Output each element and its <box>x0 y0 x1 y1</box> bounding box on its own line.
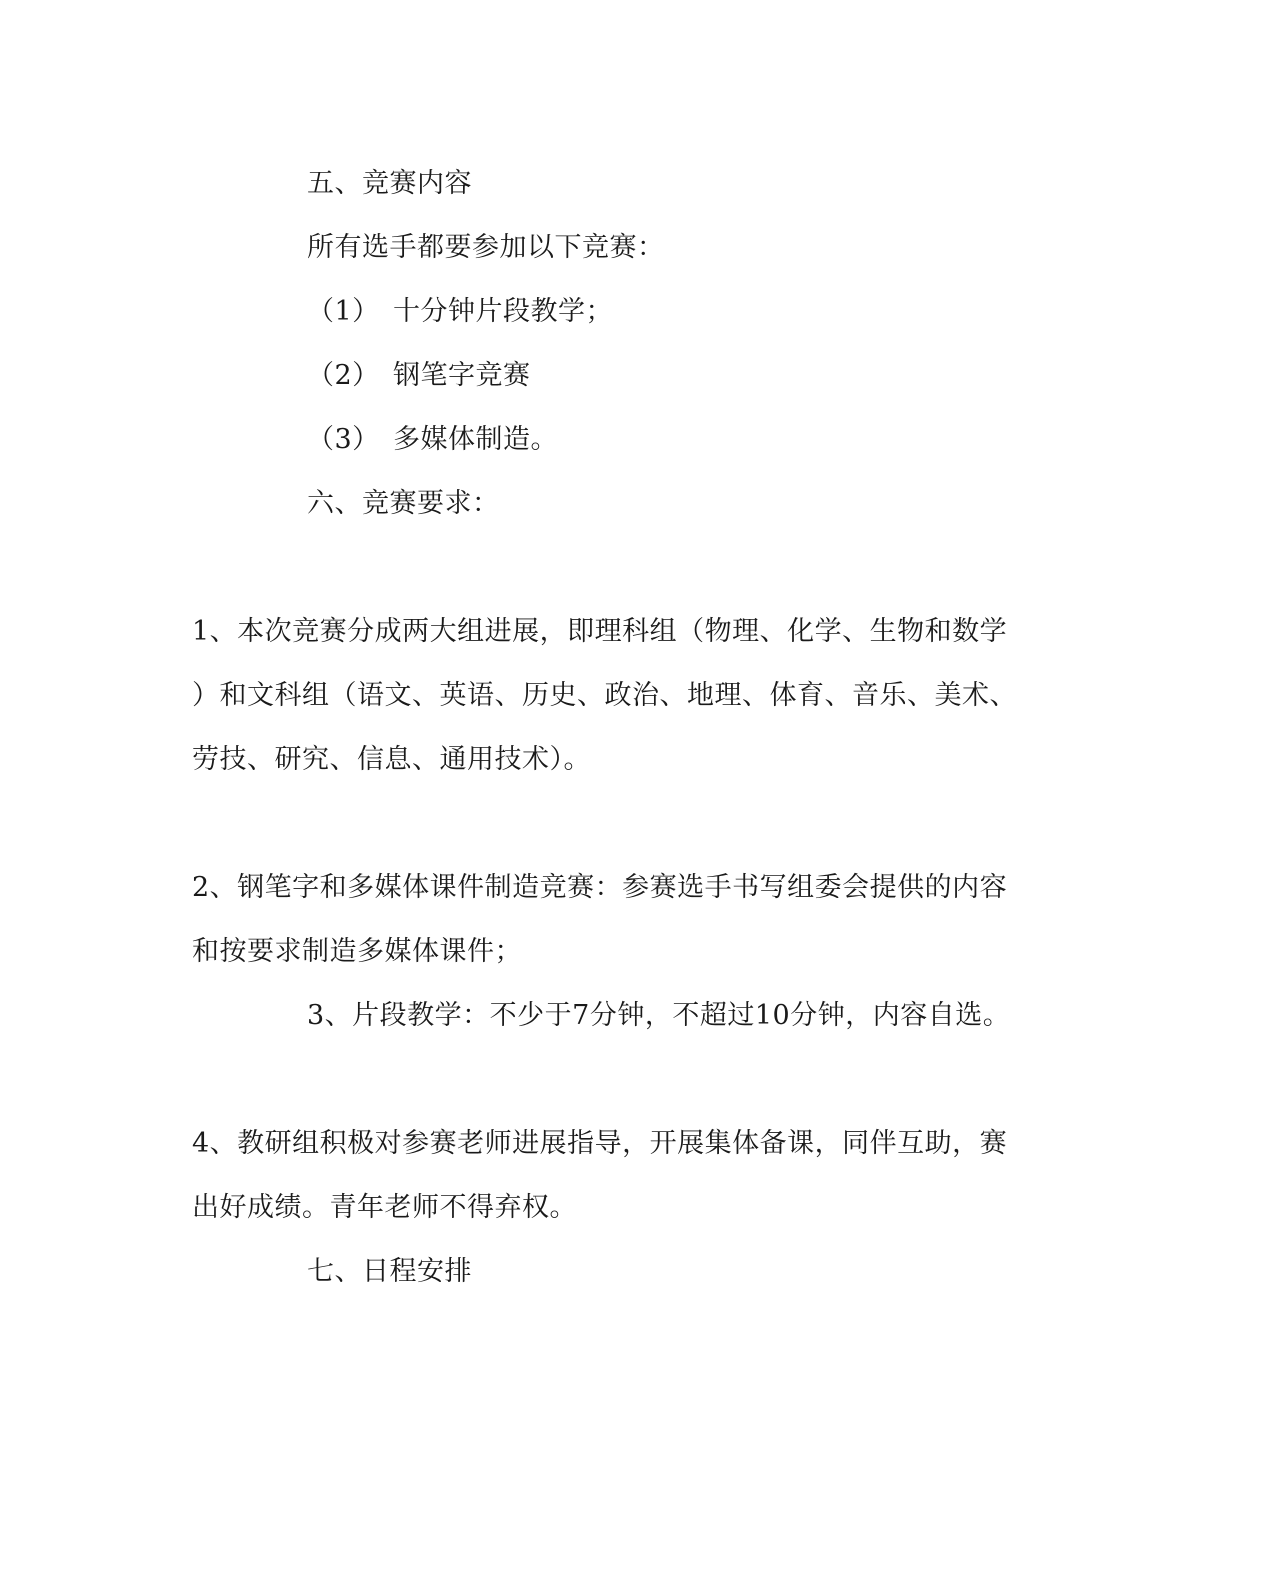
requirement-2-line-1: 2、钢笔字和多媒体课件制造竞赛：参赛选手书写组委会提供的内容 <box>192 872 1008 903</box>
list-item <box>307 422 558 458</box>
requirement-1-line-2: ）和文科组（语文、英语、历史、政治、地理、体育、音乐、美术、 <box>192 680 1017 711</box>
section-5-intro: 所有选手都要参加以下竞赛： <box>307 232 665 263</box>
requirement-4-line-2: 出好成绩。青年老师不得弃权。 <box>192 1192 577 1223</box>
list-item-number: （3） <box>307 424 380 455</box>
section-5-heading: 五、竞赛内容 <box>307 168 472 199</box>
list-item-number: （1） <box>307 296 380 327</box>
section-6-heading: 六、竞赛要求： <box>307 488 500 519</box>
list-item-number: （2） <box>307 360 380 391</box>
requirement-3: 3、片段教学：不少于7分钟，不超过10分钟，内容自选。 <box>307 1000 1011 1031</box>
list-item <box>307 358 531 394</box>
list-item-text: 钢笔字竞赛 <box>393 360 531 391</box>
requirement-1-line-1: 1、本次竞赛分成两大组进展，即理科组（物理、化学、生物和数学 <box>192 616 1008 647</box>
requirement-1-line-3: 劳技、研究、信息、通用技术）。 <box>192 744 591 775</box>
list-item-text: 多媒体制造。 <box>393 424 558 455</box>
section-7-heading: 七、日程安排 <box>307 1256 472 1287</box>
list-item-text: 十分钟片段教学； <box>393 296 613 327</box>
requirement-2-line-2: 和按要求制造多媒体课件； <box>192 936 522 967</box>
list-item <box>307 294 613 330</box>
requirement-4-line-1: 4、教研组积极对参赛老师进展指导，开展集体备课，同伴互助，赛 <box>192 1128 1008 1159</box>
